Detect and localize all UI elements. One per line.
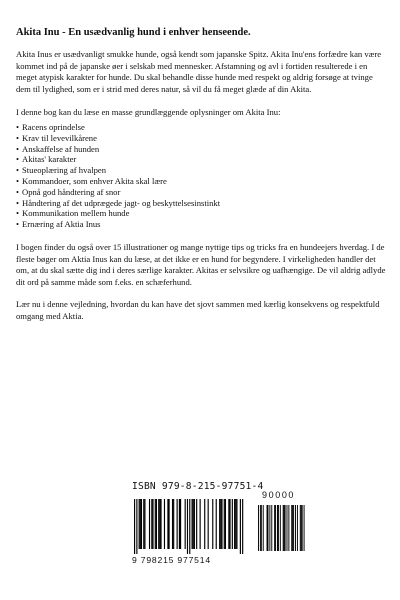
addon-bar (295, 505, 296, 551)
list-item: • Anskaffelse af hunden (16, 144, 388, 155)
barcode-bar (219, 499, 220, 549)
addon-bar (304, 505, 305, 551)
barcode-bar (155, 499, 156, 549)
barcode-bar (196, 499, 197, 549)
addon-bar (269, 505, 270, 551)
barcode-bar (172, 499, 173, 549)
barcode-bar (229, 499, 230, 549)
addon-bar (284, 505, 285, 551)
topic-list (16, 122, 388, 230)
addon-bar (268, 505, 269, 551)
barcode-bar (152, 499, 153, 549)
barcode-bar (192, 499, 193, 549)
list-item: • Kommandoer, som enhver Akita skal lære (16, 176, 388, 187)
addon-bar (302, 505, 303, 551)
barcode-bar (228, 499, 229, 549)
list-item: • Kommunikation mellem hunde (16, 208, 388, 219)
cover-title: Akita Inu - En usædvanlig hund i enhver henseende. (16, 27, 251, 38)
barcode-bar (179, 499, 180, 549)
barcode-bar (177, 499, 178, 549)
barcode-bar (193, 499, 194, 549)
isbn-label: ISBN 979-8-215-97751-4 (132, 481, 264, 492)
price-addon-digits: 90000 (262, 490, 296, 500)
addon-bar (280, 505, 281, 551)
barcode-bar (212, 499, 213, 549)
barcode-bar (139, 499, 140, 549)
addon-bar (267, 505, 268, 551)
barcode-bar (204, 499, 205, 549)
addon-bar (277, 505, 278, 551)
list-item: • Håndtering af det udprægede jagt- og beskyttelsesinstinkt (16, 198, 388, 209)
list-item: • Racens oprindelse (16, 122, 388, 133)
isbn-barcode (132, 481, 307, 567)
barcode-bar (224, 499, 225, 549)
intro-paragraph: Akita Inus er usædvanligt smukke hunde, også kendt som japanske Spitz. Akita Inu'ens forfædre kan være kommet ind på de japanske øer i selskab med mennesker. Afstamning og avl i fortiden resulterede i en meget atypisk karakter for hunde. Du skal behandle disse hunde med respekt og aldrig forsøge at tvinge dem til lydighed, som er i strid med deres natur, så vil du få meget glæde af din Akita. (16, 49, 382, 94)
barcode-bar (143, 499, 144, 549)
barcode-bar (194, 499, 195, 549)
list-intro-paragraph: I denne bog kan du læse en masse grundlæggende oplysninger om Akita Inu: (16, 107, 281, 118)
addon-bar (300, 505, 301, 551)
addon-bar (291, 505, 292, 551)
barcode-bar (189, 499, 190, 554)
barcode-bar (159, 499, 160, 549)
closing-paragraph: Lær nu i denne vejledning, hvordan du kan have det sjovt sammen med kærlig konsekvens og respektfuld omgang med Aktia. (16, 299, 380, 321)
barcode-bar (149, 499, 150, 549)
barcode-bar (242, 499, 243, 554)
barcode-bar (173, 499, 174, 549)
addon-bar (271, 505, 272, 551)
ean13-barcode-bars (132, 499, 250, 555)
addon-bar (278, 505, 279, 551)
barcode-bar (240, 499, 241, 554)
details-paragraph: I bogen finder du også over 15 illustrationer og mange nyttige tips og tricks fra en hundeejers hverdag. I de fleste bøger om Aktia Inus kan du læse, at det ikke er en hund for begyndere. I virkeligheden handler det om, at du skal sætte dig ind i deres særlige karakter. Akitas er selvsikre og uafhængige. De vil aldrig adlyde dit ord på samme måde som f.eks. en schæferhund. (16, 241, 386, 287)
barcode-bar (180, 499, 181, 549)
barcode-bar (221, 499, 222, 549)
addon-bar (260, 505, 261, 551)
barcode-bar (151, 499, 152, 549)
barcode-bar (167, 499, 168, 549)
addon-bar (258, 505, 259, 551)
list-item: • Akitas' karakter (16, 154, 388, 165)
price-addon-bars (257, 505, 307, 555)
addon-bar (275, 505, 276, 551)
back-cover-text (16, 26, 388, 323)
barcode-bar (156, 499, 157, 549)
list-item: • Stueoplæring af hvalpen (16, 165, 388, 176)
barcode-bar (187, 499, 188, 554)
addon-bar (293, 505, 294, 551)
barcode-bar (134, 499, 135, 554)
barcode-bar (234, 499, 235, 549)
barcode-bar (140, 499, 141, 549)
barcode-bar (164, 499, 165, 549)
addon-bar (287, 505, 288, 551)
barcode-bar (136, 499, 137, 554)
barcode-bar (216, 499, 217, 549)
addon-bar (263, 505, 264, 551)
barcode-bar (200, 499, 201, 549)
list-item: • Ernæring af Aktia Inus (16, 219, 388, 230)
barcode-bar (208, 499, 209, 549)
barcode-bar (158, 499, 159, 549)
addon-bar (283, 505, 284, 551)
barcode-bar (160, 499, 161, 549)
barcode-bar (235, 499, 236, 549)
addon-bar (297, 505, 298, 551)
barcode-bar (236, 499, 237, 549)
addon-bar (261, 505, 262, 551)
barcode-bar (169, 499, 170, 549)
barcode-bar (220, 499, 221, 549)
list-item: • Krav til levevilkårene (16, 133, 388, 144)
barcode-bar (185, 499, 186, 549)
addon-bar (292, 505, 293, 551)
list-item: • Opnå god håndtering af snor (16, 187, 388, 198)
addon-bar (274, 505, 275, 551)
barcode-bar (144, 499, 145, 549)
addon-bar (285, 505, 286, 551)
ean-digits: 9 798215 977514 (132, 555, 211, 565)
barcode-bar (141, 499, 142, 549)
addon-bar (301, 505, 302, 551)
barcode-bar (225, 499, 226, 549)
barcode-bar (232, 499, 233, 549)
addon-bar (288, 505, 289, 551)
